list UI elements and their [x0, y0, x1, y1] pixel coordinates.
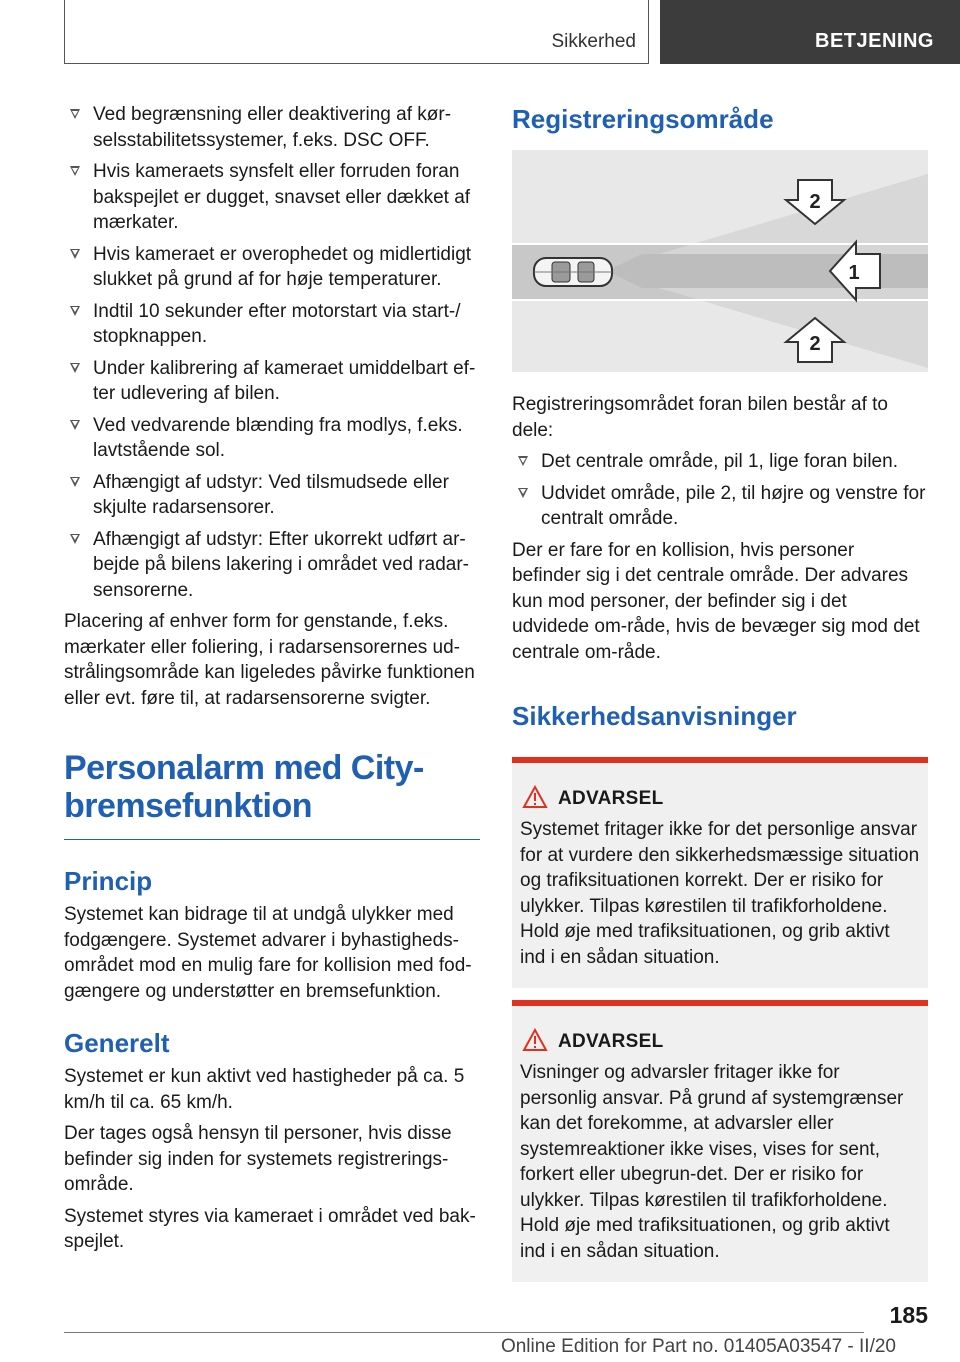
princip-paragraph: Systemet kan bidrage til at undgå ulykker med fodgængere. Systemet advarer i byhastigheds-området mod en mulig fare for kollision med fod-gængere og understøtter en bremsefunktion. — [64, 904, 472, 1002]
arrow-label-middle: 1 — [848, 262, 860, 284]
list-item: Afhængigt af udstyr: Efter ukorrekt udført ar-bejde på bilens lakering i området ved radar-sensorerne. — [64, 527, 480, 604]
triangle-bullet-icon — [518, 456, 528, 466]
safety-heading: Sikkerhedsanvisninger — [512, 701, 797, 731]
header-box — [64, 0, 649, 64]
registreringsomrade-heading: Registreringsområde — [512, 104, 774, 134]
generelt-paragraph-3: Systemet styres via kameraet i området ved bak-spejlet. — [64, 1205, 476, 1252]
warning-triangle-icon — [522, 785, 548, 809]
triangle-bullet-icon — [70, 306, 80, 316]
triangle-bullet-icon — [70, 477, 80, 487]
list-item: Ved begrænsning eller deaktivering af kør-selsstabilitetssystemer, f.eks. DSC OFF. — [64, 102, 480, 153]
section-title: Sikkerhed — [551, 31, 636, 52]
collision-paragraph: Der er fare for en kollision, hvis personer befinder sig i det centrale område. Der advares kun mod personer, der befinder sig i det udvidede om-råde, hvis de bevæger sig mod det centrale om-råde. — [512, 539, 920, 663]
car-icon — [534, 258, 612, 286]
arrow-label-top: 2 — [809, 191, 821, 213]
section-heading: Personalarm med City-bremsefunktion — [64, 749, 424, 825]
generelt-paragraph-2: Der tages også hensyn til personer, hvis disse befinder sig inden for systemets registrerings-område. — [64, 1123, 452, 1195]
list-item: Hvis kameraet er overophedet og midlertidigt slukket på grund af for høje temperaturer. — [64, 242, 480, 293]
triangle-bullet-icon — [70, 249, 80, 259]
right-column — [512, 102, 928, 1282]
warning-text: Visninger og advarsler fritager ikke for personlig ansvar. På grund af systemgrænser kan det forekomme, at advarsler eller systemreaktioner ikke vises, vises for sent, forkert eller ubegrun-det. Der er risiko for ulykker. Tilpas kørestilen til trafikforholdene. Hold øje med trafiksituationen, og grib aktivt ind i en sådan situation. — [520, 1062, 904, 1262]
list-item: Afhængigt af udstyr: Ved tilsmudsede eller skjulte radarsensorer. — [64, 470, 480, 521]
detection-area-illustration — [512, 150, 928, 372]
triangle-bullet-icon — [70, 534, 80, 544]
left-column — [64, 102, 480, 1261]
list-item: Udvidet område, pile 2, til højre og venstre for centralt område. — [512, 481, 928, 532]
warning-box-1 — [512, 757, 928, 988]
chapter-tab: BETJENING — [660, 0, 960, 64]
edition-text: Online Edition for Part no. 01405A03547 - II/20 — [500, 1336, 896, 1357]
warning-text: Systemet fritager ikke for det personlige ansvar for at vurdere den sikkerhedsmæssige situation og trafiksituationen korrekt. Der er risiko for ulykker. Tilpas kørestilen til trafikforholdene. Hold øje med trafiksituationen, og grib aktivt ind i en sådan situation. — [520, 819, 920, 968]
triangle-bullet-icon — [518, 488, 528, 498]
page-number: 185 — [889, 1302, 928, 1328]
warning-title: ADVARSEL — [558, 1031, 664, 1052]
generelt-paragraph-1: Systemet er kun aktivt ved hastigheder på ca. 5 km/h til ca. 65 km/h. — [64, 1066, 465, 1113]
princip-heading: Princip — [64, 866, 153, 896]
list-item: Under kalibrering af kameraet umiddelbart ef-ter udlevering af bilen. — [64, 356, 480, 407]
placering-paragraph: Placering af enhver form for genstande, f.eks. mærkater eller foliering, i radarsensorernes ud-strålingsområde kan ligeledes påvirke funktionen eller evt. føre til, at radarsensorerne svigter. — [64, 611, 475, 709]
list-item: Hvis kameraets synsfelt eller forruden foran bakspejlet er dugget, snavset eller dækket af mærkater. — [64, 159, 480, 236]
registrering-intro: Registreringsområdet foran bilen består af to dele: — [512, 394, 888, 441]
triangle-bullet-icon — [70, 166, 80, 176]
detection-area-diagram — [512, 150, 928, 372]
list-item: Indtil 10 sekunder efter motorstart via start-/ stopknappen. — [64, 299, 480, 350]
triangle-bullet-icon — [70, 109, 80, 119]
triangle-bullet-icon — [70, 363, 80, 373]
warning-triangle-icon — [522, 1028, 548, 1052]
list-item: Det centrale område, pil 1, lige foran bilen. — [512, 449, 928, 475]
warning-box-2 — [512, 1000, 928, 1282]
footer-rule — [64, 1332, 864, 1333]
warning-title: ADVARSEL — [558, 788, 664, 809]
area-list — [512, 449, 928, 532]
triangle-bullet-icon — [70, 420, 80, 430]
list-item: Ved vedvarende blænding fra modlys, f.eks. lavtstående sol. — [64, 413, 480, 464]
arrow-label-bottom: 2 — [809, 333, 821, 355]
generelt-heading: Generelt — [64, 1028, 170, 1058]
limitations-list — [64, 102, 480, 603]
